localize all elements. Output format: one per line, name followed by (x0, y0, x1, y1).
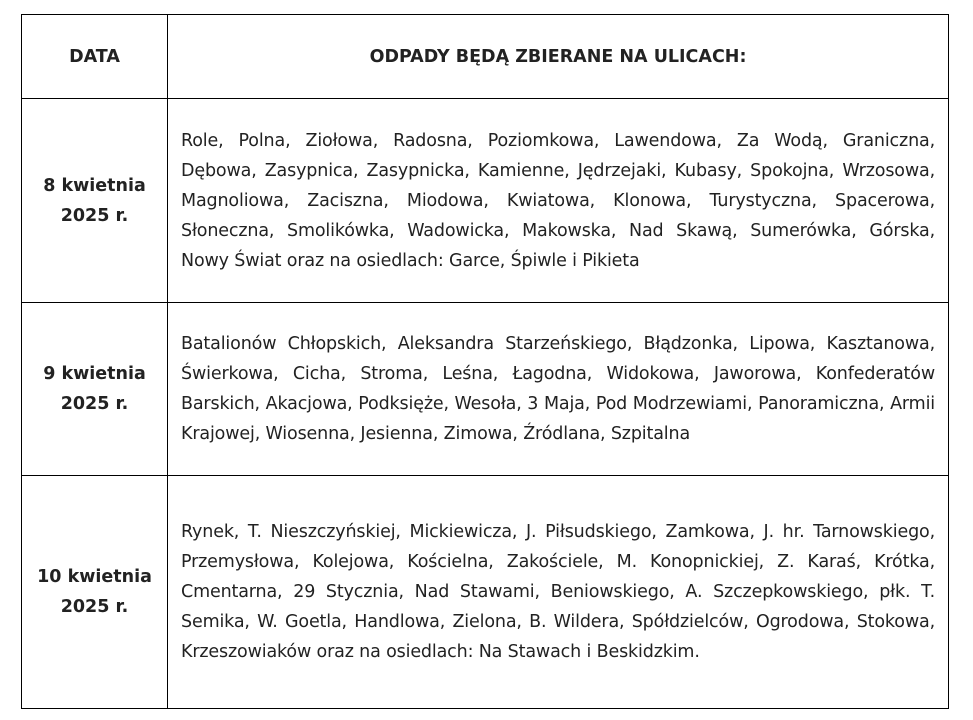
streets-cell (168, 476, 949, 709)
streets-list: Role, Polna, Ziołowa, Radosna, Poziomkowa, Lawendowa, Za Wodą, Graniczna, Dębowa, Zasypnica, Zasypnicka, Kamienne, Jędrzejaki, Kubasy, Spokojna, Wrzosowa, Magnoliowa, Zaciszna, Miodowa, Kwiatowa, Klonowa, Turystyczna, Spacerowa, Słoneczna, Smolikówka, Wadowicka, Makowska, Nad Skawą, Sumerówka, Górska, Nowy Świat oraz na osiedlach: Garce, Śpiwle i Pikieta (181, 130, 935, 271)
table-row (22, 476, 949, 709)
date-year: 2025 r. (60, 597, 129, 617)
collection-schedule-table (21, 14, 949, 709)
streets-column-header: ODPADY BĘDĄ ZBIERANE NA ULICACH: (168, 15, 949, 99)
date-cell (22, 303, 168, 476)
streets-cell (168, 303, 949, 476)
date-day: 9 kwietnia (43, 364, 146, 384)
date-cell (22, 99, 168, 303)
table-row (22, 99, 949, 303)
streets-list: Rynek, T. Nieszczyńskiej, Mickiewicza, J. Piłsudskiego, Zamkowa, J. hr. Tarnowskiego, Przemysłowa, Kolejowa, Kościelna, Zakościele, M. Konopnickiej, Z. Karaś, Krótka, Cmentarna, 29 Stycznia, Nad Stawami, Beniowskiego, A. Szczepkowskiego, płk. T. Semika, W. Goetla, Handlowa, Zielona, B. Wildera, Spółdzielców, Ogrodowa, Stokowa, Krzeszowiaków oraz na osiedlach: Na Stawach i Beskidzkim. (181, 522, 935, 662)
streets-list: Batalionów Chłopskich, Aleksandra Starzeńskiego, Błądzonka, Lipowa, Kasztanowa, Świerkowa, Cicha, Stroma, Leśna, Łagodna, Widokowa, Jaworowa, Konfederatów Barskich, Akacjowa, Podksięże, Wesoła, 3 Maja, Pod Modrzewiami, Panoramiczna, Armii Krajowej, Wiosenna, Jesienna, Zimowa, Źródlana, Szpitalna (181, 334, 935, 444)
date-column-header: DATA (22, 15, 168, 99)
streets-cell (168, 99, 949, 303)
header-row (22, 15, 949, 99)
date-year: 2025 r. (60, 394, 129, 414)
table-row (22, 303, 949, 476)
date-day: 10 kwietnia (37, 567, 152, 587)
date-day: 8 kwietnia (43, 175, 146, 196)
date-year: 2025 r. (60, 205, 129, 226)
date-cell (22, 476, 168, 709)
